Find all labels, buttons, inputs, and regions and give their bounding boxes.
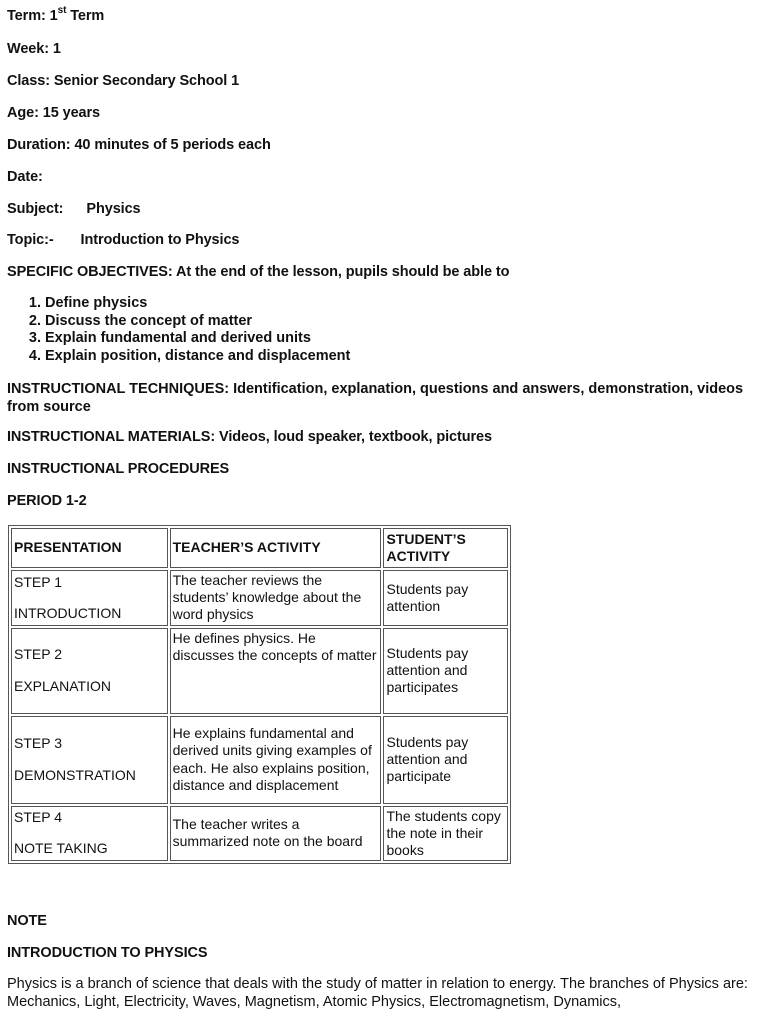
student-activity-cell: The students copy the note in their books bbox=[383, 806, 508, 862]
table-row bbox=[11, 716, 508, 804]
objectives-list bbox=[7, 295, 350, 365]
instructional-procedures: INSTRUCTIONAL PROCEDURES bbox=[7, 461, 230, 477]
term-label: Term: 1 bbox=[7, 8, 58, 24]
objective-item: 4. Explain position, distance and displacement bbox=[45, 348, 350, 366]
step-number: STEP 4 bbox=[14, 809, 62, 826]
step-number: STEP 2 bbox=[14, 646, 62, 663]
teacher-activity-cell: He defines physics. He discusses the concepts of matter bbox=[170, 628, 382, 714]
subject-label: Subject: bbox=[7, 201, 64, 217]
duration-line: Duration: 40 minutes of 5 periods each bbox=[7, 137, 271, 153]
topic-value: Introduction to Physics bbox=[80, 232, 240, 248]
age-line: Age: 15 years bbox=[7, 105, 101, 121]
step-name: INTRODUCTION bbox=[14, 604, 122, 621]
presentation-cell bbox=[11, 716, 168, 804]
step-name: EXPLANATION bbox=[14, 677, 111, 694]
step-name: DEMONSTRATION bbox=[14, 766, 136, 783]
student-activity-cell: Students pay attention and participate bbox=[383, 716, 508, 804]
step-name: NOTE TAKING bbox=[14, 840, 108, 857]
table-header-row bbox=[11, 528, 508, 568]
subject-value: Physics bbox=[86, 201, 141, 217]
objective-item: 2. Discuss the concept of matter bbox=[45, 313, 350, 331]
week-line: Week: 1 bbox=[7, 41, 61, 57]
subject-line bbox=[7, 201, 141, 217]
period-label: PERIOD 1-2 bbox=[7, 493, 87, 509]
objectives-heading: SPECIFIC OBJECTIVES: At the end of the lesson, pupils should be able to bbox=[7, 264, 510, 280]
topic-line bbox=[7, 232, 239, 248]
note-paragraph: Physics is a branch of science that deals with the study of matter in relation to energy. The branches of Physics are: Mechanics, Light, Electricity, Waves, Magnetism, Atomic Physics, Electromagnetism, Dynamics, bbox=[7, 976, 748, 1010]
table-row bbox=[11, 806, 508, 862]
note-heading: NOTE bbox=[7, 913, 47, 929]
teacher-activity-cell: The teacher writes a summarized note on the board bbox=[170, 806, 382, 862]
objective-item: 1. Define physics bbox=[45, 295, 350, 313]
column-header-teacher-activity: TEACHER’S ACTIVITY bbox=[170, 528, 382, 568]
class-line: Class: Senior Secondary School 1 bbox=[7, 73, 240, 89]
presentation-cell bbox=[11, 628, 168, 714]
teacher-activity-cell: He explains fundamental and derived units giving examples of each. He also explains position, distance and displacement bbox=[170, 716, 382, 804]
step-number: STEP 1 bbox=[14, 573, 62, 590]
term-suffix: Term bbox=[66, 8, 105, 24]
term-line bbox=[7, 5, 105, 24]
instructional-materials: INSTRUCTIONAL MATERIALS: Videos, loud speaker, textbook, pictures bbox=[7, 429, 492, 445]
column-header-student-activity: STUDENT’S ACTIVITY bbox=[383, 528, 508, 568]
instructional-techniques: INSTRUCTIONAL TECHNIQUES: Identification, explanation, questions and answers, demonstration, videos from source bbox=[7, 381, 744, 415]
lesson-procedure-table bbox=[8, 525, 511, 864]
student-activity-cell: Students pay attention and participates bbox=[383, 628, 508, 714]
step-number: STEP 3 bbox=[14, 735, 62, 752]
presentation-cell bbox=[11, 570, 168, 626]
term-superscript: st bbox=[57, 5, 67, 16]
table-row bbox=[11, 570, 508, 626]
presentation-cell bbox=[11, 806, 168, 862]
topic-label: Topic:- bbox=[7, 232, 54, 248]
date-line: Date: bbox=[7, 169, 43, 185]
teacher-activity-cell: The teacher reviews the students’ knowledge about the word physics bbox=[170, 570, 382, 626]
note-subheading: INTRODUCTION TO PHYSICS bbox=[7, 945, 208, 961]
student-activity-cell: Students pay attention bbox=[383, 570, 508, 626]
table-row bbox=[11, 628, 508, 714]
objective-item: 3. Explain fundamental and derived units bbox=[45, 330, 350, 348]
column-header-presentation: PRESENTATION bbox=[11, 528, 168, 568]
